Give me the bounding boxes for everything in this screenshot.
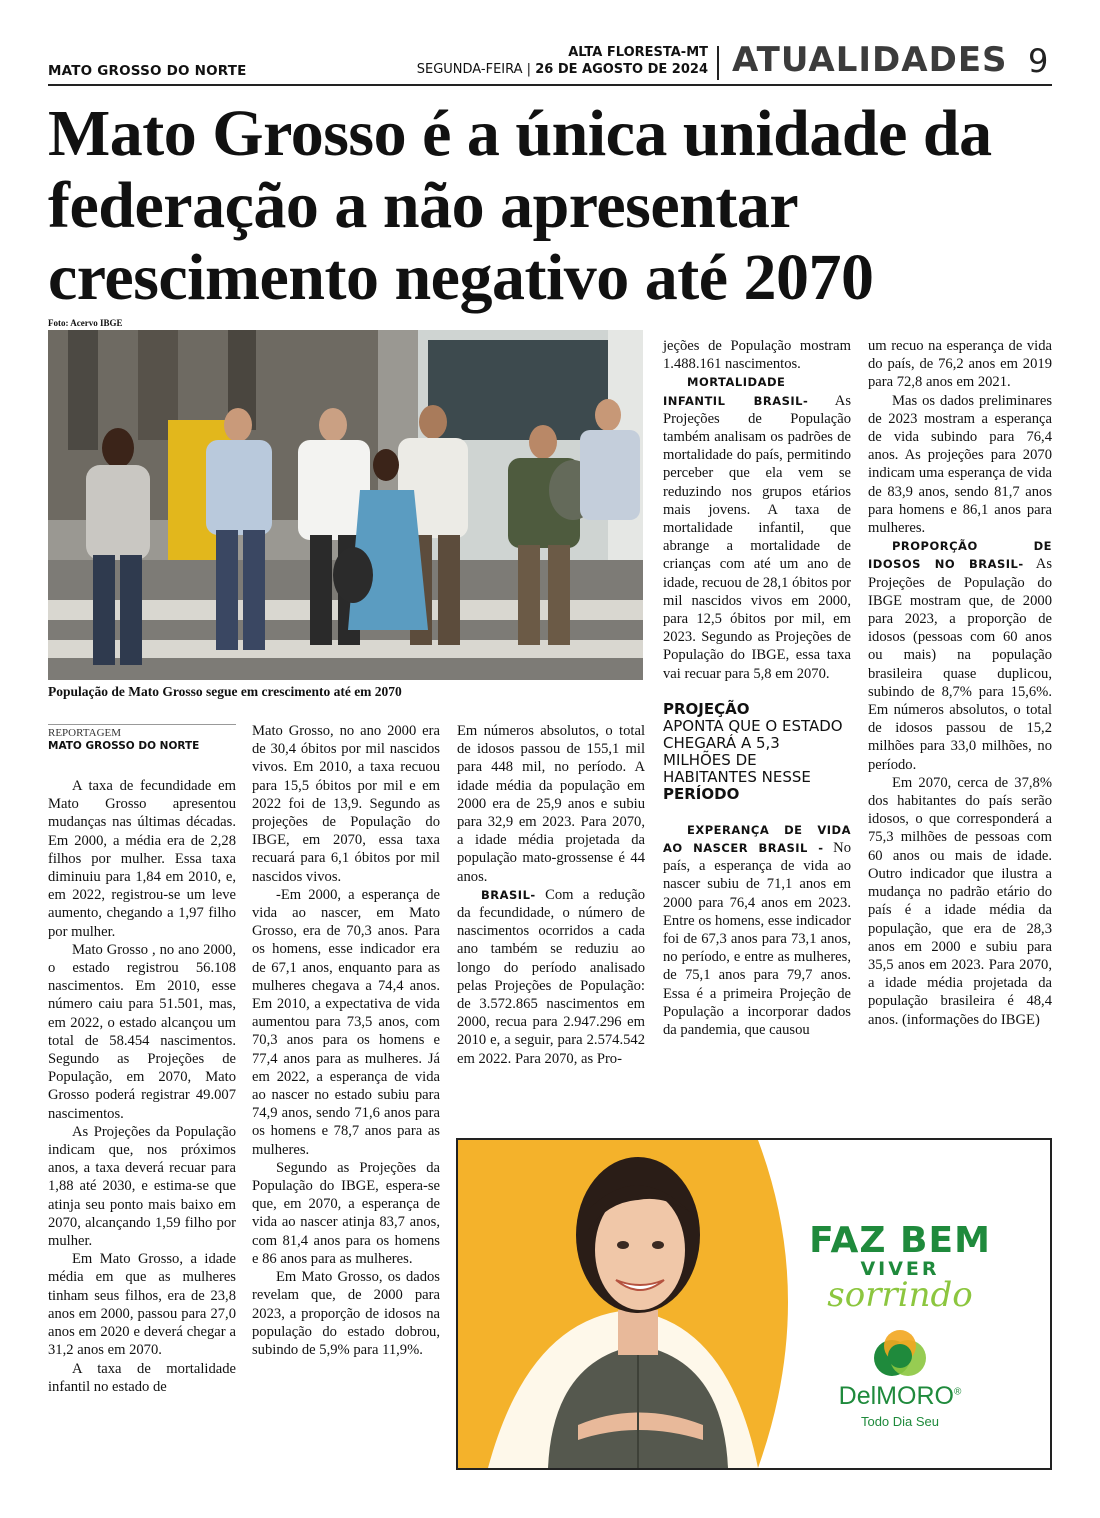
article-paragraph: Mato Grosso, no ano 2000 era de 30,4 óbitos por mil nascidos vivos. Em 2010, a taxa recuou para 15,5 óbitos por mil e em 2022 foi de 13,9. Segundo as projeções de População do IBGE, em 2070, essa taxa recuará para 6,1 óbitos por mil nascidos vivos. (252, 723, 440, 885)
headline: Mato Grosso é a única unidade da federação a não apresentar crescimento negativo até 2070 (48, 97, 992, 314)
article-paragraph: A taxa de mortalidade infantil no estado de (48, 1360, 236, 1395)
pull-quote-head: PROJEÇÃO (663, 699, 750, 718)
article-paragraph: jeções de População mostram 1.488.161 nascimentos. (663, 338, 851, 373)
byline-kicker: REPORTAGEM (48, 727, 122, 739)
pull-quote-body: APONTA QUE O ESTADO CHEGARÁ A 5,3 MILHÕES DE HABITANTES NESSE (663, 716, 843, 786)
date-label: 26 DE AGOSTO DE 2024 (535, 62, 708, 77)
article-column-3 (457, 722, 645, 1068)
pull-quote-tail: PERÍODO (663, 784, 740, 803)
ad-slogan-line2: VIVER (860, 1258, 940, 1280)
region-label: MATO GROSSO DO NORTE (48, 63, 247, 79)
article-paragraph: Mato Grosso , no ano 2000, o estado registrou 56.108 nascimentos. Em 2010, esse número caiu para 51.501, mas, em 2022, o estado alcançou um total de 58.454 nascimentos. Segundo as Projeções de População, em 2070, Mato Grosso poderá registrar 49.007 nascimentos. (48, 941, 236, 1122)
weekday-label: SEGUNDA-FEIRA (416, 62, 523, 77)
article-column-2 (252, 722, 440, 1359)
ad-slogan-line3: sorrindo (827, 1275, 973, 1315)
crowd-photo-illustration (48, 330, 643, 680)
pull-quote (663, 701, 851, 803)
header-rule (48, 84, 1052, 86)
dateline: ALTA FLORESTA-MT SEGUNDA-FEIRA | 26 DE AGOSTO DE 2024 (380, 44, 708, 78)
article-column-1 (48, 777, 236, 1396)
news-photo (48, 330, 643, 680)
registered-mark: ® (953, 1386, 962, 1398)
page-number: 9 (1028, 42, 1049, 80)
header-divider (717, 46, 719, 80)
article-paragraph: A taxa de fecundidade em Mato Grosso apresentou mudanças nas últimas décadas. Em 2000, a média era de 2,28 filhos por mulher. Essa taxa diminuiu para 1,84 em 2010, e, em 2022, registrou-se um leve aumento, chegando a 1,97 filho por mulher. (48, 778, 236, 940)
article-paragraph: PROPORÇÃO DE IDOSOS NO BRASIL- As Projeções de População do IBGE mostram que, de 2000 para 2023, a proporção de idosos (pessoas com 60 anos ou mais) na população brasileira quase duplicou, subindo de 8,7% para 15,6%. Em números absolutos, o total de idosos passou de 15,2 milhões para 33,0 milhões, no período. (868, 539, 1052, 773)
section-title: ATUALIDADES (732, 40, 1008, 80)
article-paragraph: Em números absolutos, o total de idosos passou de 155,1 mil para 448 mil, no período. A idade média da população em 2000 era de 25,9 anos e subiu para 32,9 em 2023. Para 2070, a idade média projetada da população mato-grossense é 44 anos. (457, 723, 645, 885)
article-paragraph: Em Mato Grosso, a idade média em que as mulheres tinham seus filhos, era de 23,8 anos em 2000, passou para 27,0 anos em 2020 e deverá chegar a 31,2 anos em 2070. (48, 1251, 236, 1359)
photo-credit: Foto: Acervo IBGE (48, 318, 123, 328)
article-paragraph: MORTALIDADE INFANTIL BRASIL- As Projeções de População também analisam os padrões de mortalidade do país, permitindo perceber que ela vem se reduzindo nos grupos etários mais jovens. A taxa de mortalidade infantil, que abrange a mortalidade de crianças com até um ano de idade, recuou de 28,1 óbitos por mil nascidos vivos em 2000, para 12,5 óbitos por mil, em 2023. Segundo as Projeções de População do IBGE, essa taxa vai recuar para 5,8 em 2070. (663, 375, 852, 682)
article-paragraph: -Em 2000, a esperança de vida ao nascer, em Mato Grosso, era de 70,3 anos. Para os homens, esse indicador era de 67,1 anos, enquanto para as mulheres chegava a 74,4 anos. Em 2010, a expectativa de vida aumentou para 73,5 anos, com 70,3 anos para os homens e 77,4 anos para as mulheres. Já em 2022, a esperança de vida ao nascer no estado subiu para 74,9 anos, sendo 71,6 anos para os homens e 78,7 anos para as mulheres. (252, 886, 440, 1158)
subhead-mortalidade: MORTALIDADE INFANTIL BRASIL- (663, 375, 809, 408)
article-paragraph: BRASIL- Com a redução da fecundidade, o número de nascimentos ocorridos a cada ano também se reduziu ao longo do período analisado pelas Projeções de População: de 3.572.865 nascimentos em 2000, recua para 2.947.296 em 2010 e, a seguir, para 2.574.542 em 2022. Para 2070, as Pro- (457, 886, 645, 1067)
article-paragraph: As Projeções da População indicam que, nos próximos anos, a taxa deverá recuar para 1,88 até 2030, e estima-se que atinja seu ponto mais baixo em 2070, alcançando 1,59 filho por mulher. (48, 1123, 236, 1250)
article-column-4 (663, 337, 851, 1039)
subhead-esperanca: EXPERANÇA DE VIDA AO NASCER BRASIL - (663, 822, 851, 856)
subhead-idosos: PROPORÇÃO DE IDOSOS NO BRASIL- (868, 539, 1052, 572)
ad-brand: DelMORO® (838, 1382, 962, 1410)
article-column-5 (868, 337, 1052, 1029)
byline (48, 724, 236, 752)
article-paragraph: EXPERANÇA DE VIDA AO NASCER BRASIL - No país, a esperança de vida ao nascer subiu de 71,1 anos em 2000 para 76,4 anos em 2023. Entre os homens, esse indicador foi de 67,3 anos para 73,1 anos, no período, e entre as mulheres, de 75,1 anos para 79,7 anos. Essa é a primeira Projeção de População a incorporar dados da pandemia, que causou (663, 822, 851, 1039)
article-paragraph: Em 2070, cerca de 37,8% dos habitantes do país serão idosos, o que corresponderá a 75,3 milhões de pessoas com 60 anos ou mais de idade. Outro indicador que ilustra a mudança no padrão etário do país é a idade média da população, que era de 28,3 anos em 2000 e subiu para 35,5 anos em 2023. Para 2070, a idade média projetada da população brasileira é 48,4 anos. (informações do IBGE) (868, 774, 1052, 1028)
ad-slogan-line1: FAZ BEM (809, 1220, 991, 1261)
photo-caption: População de Mato Grosso segue em crescimento até em 2070 (48, 684, 402, 699)
subhead-brasil: BRASIL- (481, 887, 536, 902)
ad-tagline: Todo Dia Seu (860, 1414, 940, 1429)
article-paragraph: Segundo as Projeções da População do IBGE, espera-se que, em 2070, a esperança de vida ao nascer atinja 83,7 anos, com 81,4 anos para os homens e 86 anos para as mulheres. (252, 1159, 440, 1267)
article-paragraph: Mas os dados preliminares de 2023 mostram a esperança de vida subindo para 76,4 anos. As projeções para 2070 indicam uma esperança de vida de 83,9 anos, sendo 81,7 anos para homens e 86,1 anos para mulheres. (868, 392, 1052, 537)
article-paragraph: Em Mato Grosso, os dados revelam que, de 2000 para 2023, a proporção de idosos na população do estado dobrou, subindo de 5,9% para 11,9%. (252, 1269, 440, 1358)
advertisement[interactable] (456, 1138, 1052, 1470)
delmoro-logo-icon (870, 1328, 930, 1382)
article-paragraph: um recuo na esperança de vida do país, de 76,2 anos em 2019 para 72,8 anos em 2021. (868, 338, 1052, 391)
city-label: ALTA FLORESTA-MT (568, 45, 708, 60)
byline-author: MATO GROSSO DO NORTE (48, 740, 200, 752)
